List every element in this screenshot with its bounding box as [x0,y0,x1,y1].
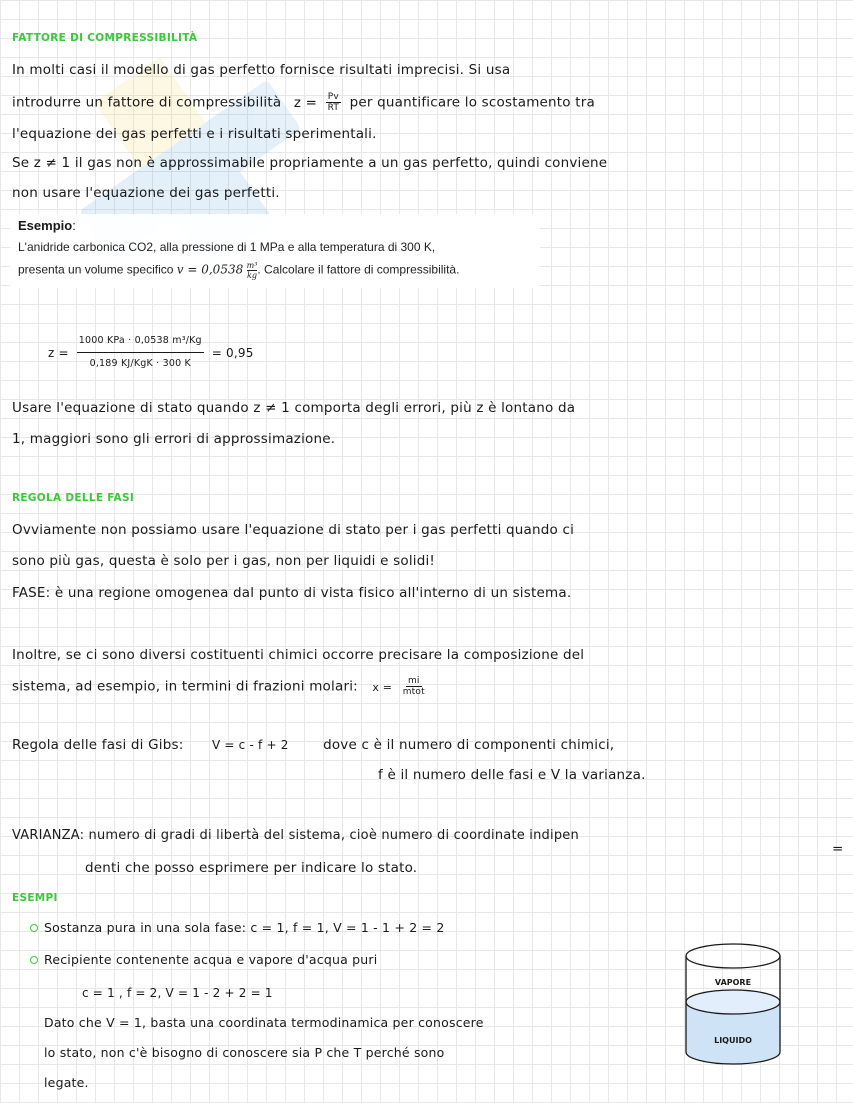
varianza-line-1: VARIANZA: numero di gradi di libertà del sistema, cioè numero di coordinate indipen [12,828,579,843]
calc-denominator: 0,189 KJ/KgK · 300 K [89,358,191,369]
phases-line-1: Ovviamente non possiamo usare l'equazione di stato per i gas perfetti quando ci [12,522,575,538]
example-item-2-line-1: Dato che V = 1, basta una coordinata termodinamica per conoscere [44,1015,484,1030]
vapor-label: VAPORE [714,978,752,987]
x-label: x = [372,680,393,694]
unit-denominator: kg [246,271,257,280]
gibbs-f-definition: f è il numero delle fasi e V la varianza. [378,767,646,783]
example-box [10,214,540,288]
section-title-examples: ESEMPI [12,892,58,904]
gibbs-rule [12,735,614,755]
calculation [48,334,254,371]
example-line-2b: . Calcolare il fattore di compressibilità. [257,262,460,277]
varianza-equals: = [832,841,844,857]
x-denominator: mtot [402,687,425,697]
example-line-1: L'anidride carbonica CO2, alla pressione di 1 MPa e alla temperatura di 300 K, [18,240,436,254]
liquid-surface [686,990,780,1014]
example-heading: Esempio: [18,218,76,233]
calc-numerator: 1000 KPa · 0,0538 m³/Kg [77,334,204,353]
intro-line-3: l'equazione dei gas perfetti e i risultati sperimentali. [12,126,377,142]
phases-line-5a: sistema, ad esempio, in termini di frazioni molari: [12,678,358,695]
error-line-2: 1, maggiori sono gli errori di approssimazione. [12,431,336,447]
z-fraction [326,92,342,113]
calc-lhs: z = [48,345,69,360]
example-item-1: Sostanza pura in una sola fase: c = 1, f = 1, V = 1 - 1 + 2 = 2 [44,920,445,935]
calc-result: = 0,95 [211,345,254,360]
example-item-2: Recipiente contenente acqua e vapore d'acqua puri [44,952,378,967]
z-label: z = [293,94,318,111]
molar-fraction [401,676,427,697]
example-item-2-line-2: lo stato, non c'è bisogno di conoscere sia P che T perché sono [44,1045,445,1060]
x-numerator: mi [407,676,420,686]
bullet-icon [30,956,38,964]
section-title-phase-rule: REGOLA DELLE FASI [12,492,135,504]
example-item-2-line-3: legate. [44,1075,89,1090]
intro-line-4: Se z ≠ 1 il gas non è approssimabile propriamente a un gas perfetto, quindi conviene [12,155,608,171]
z-numerator: Pv [327,92,339,102]
container-top [686,944,780,968]
calc-fraction [77,334,204,371]
example-line-2a: presenta un volume specifico [18,262,174,277]
example-line-2 [18,261,459,280]
intro-line-5: non usare l'equazione dei gas perfetti. [12,185,280,201]
gibbs-formula: V = c - f + 2 [211,738,289,752]
unit-numerator: m³ [246,261,258,270]
section-title-compressibility: FATTORE DI COMPRESSIBILITÀ [12,32,198,44]
liquid-label: LIQUIDO [714,1036,752,1045]
bullet-icon [30,924,38,932]
intro-line-2 [12,92,595,113]
phases-line-5 [12,676,431,698]
container-diagram [683,942,783,1072]
error-line-1: Usare l'equazione di stato quando z ≠ 1 comporta degli errori, più z è lontano da [12,400,576,416]
specific-volume: v = 0,0538 [176,262,244,277]
phases-line-4: Inoltre, se ci sono diversi costituenti chimici occorre precisare la composizione del [12,647,585,663]
gibbs-label: Regola delle fasi di Gibs: [12,737,184,753]
intro-line-1: In molti casi il modello di gas perfetto fornisce risultati imprecisi. Si usa [12,62,511,78]
z-denominator: RT [327,103,340,113]
example-item-2-calc: c = 1 , f = 2, V = 1 - 2 + 2 = 1 [82,986,273,1000]
phase-definition: FASE: è una regione omogenea dal punto di vista fisico all'interno di un sistema. [12,585,572,601]
varianza-line-2: denti che posso esprimere per indicare lo stato. [85,860,418,876]
intro-line-2b: per quantificare lo scostamento tra [349,94,595,111]
intro-line-2a: introdurre un fattore di compressibilità [12,94,282,111]
gibbs-c-definition: dove c è il numero di componenti chimici, [323,737,615,753]
unit-fraction [247,261,258,280]
phases-line-2: sono più gas, questa è solo per i gas, non per liquidi e solidi! [12,553,436,569]
